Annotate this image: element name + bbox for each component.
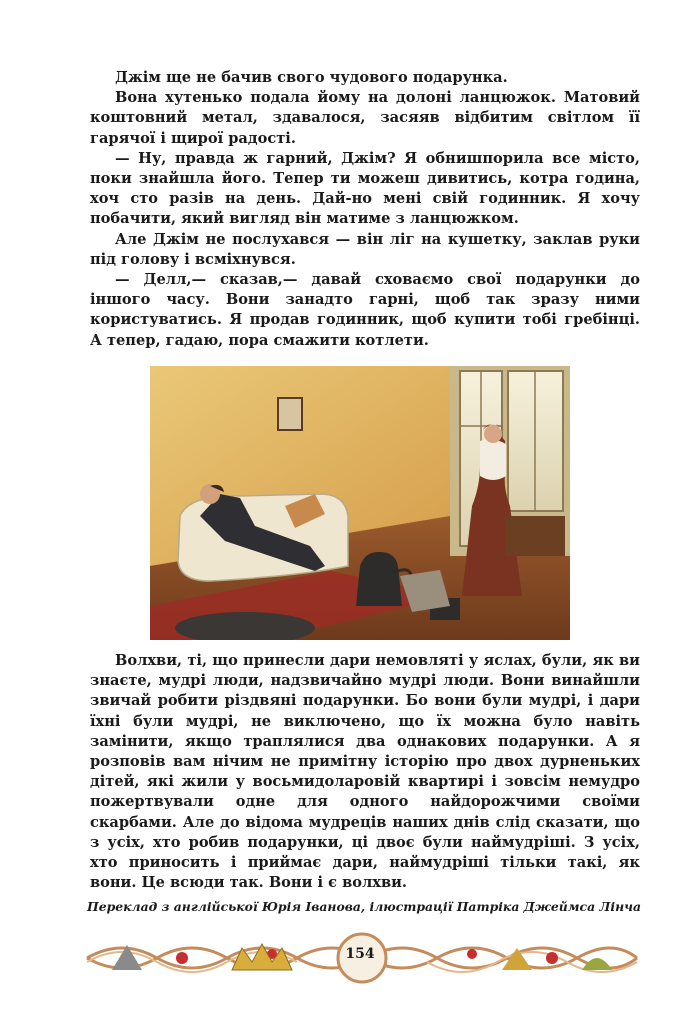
paragraph: Вона хутенько подала йому на долоні ланцюжок. Матовий коштовний метал, здавалося, засяяв відбитим світлом її гарячої і щирої радості. — [90, 89, 640, 147]
illustration-art — [150, 366, 570, 640]
paragraph: Але Джім не послухався — він ліг на кушетку, заклав руки під голову і всміхнувся. — [90, 230, 640, 268]
translation-credit: Переклад з англійської Юрія Іванова, ілюстрації Патріка Джеймса Лінча — [86, 899, 641, 914]
top-text-block — [90, 68, 640, 351]
page-number: 154 — [345, 946, 375, 962]
bottom-text-block — [90, 651, 640, 893]
paragraph: — Ну, правда ж гарний, Джім? Я обнишпорила все місто, поки знайшла його. Тепер ти можеш дивитись, котра година, хоч сто разів на день. Дай-но мені свій годинник. Я хочу побачити, який вигляд він матиме з ланцюжком. — [90, 149, 640, 228]
story-illustration — [150, 366, 570, 640]
paragraph: Волхви, ті, що принесли дари немовляті у яслах, були, як ви знаєте, мудрі люди, надзвичайно мудрі люди. Вони винайшли звичай робити різдвяні подарунки. Бо вони були мудрі, і дари їхні були мудрі, не виключено, що їх можна було навіть замінити, якщо траплялися два однакових подарунки. А я розповів вам нічим не примітну історію про двох дурненьких дітей, які жили у восьмидоларовій квартирі і зовсім немудро пожертвували одне для одного найдорожчими своїми скарбами. Але до відома мудреців наших днів слід сказати, що з усіх, хто робив подарунки, ці двоє були наймудріші. З усіх, хто приносить і приймає дари, наймудріші тільки такі, як вони. Це всюди так. Вони і є волхви. — [90, 652, 640, 892]
paragraph: Джім ще не бачив свого чудового подарунка. — [115, 69, 508, 86]
paragraph: — Делл,— сказав,— давай сховаємо свої подарунки до іншого часу. Вони занадто гарні, щоб так зразу ними користуватись. Я продав годинник, щоб купити тобі гребінці. А тепер, гадаю, пора смажити котлети. — [90, 271, 640, 349]
